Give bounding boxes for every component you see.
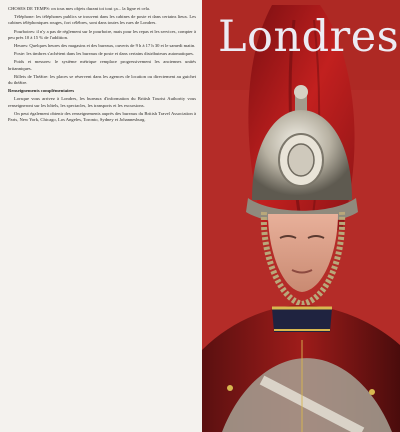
info-paragraph: Poids et mesures: le système métrique remplace progressivement les anciennes unités britanniques. (8, 59, 196, 71)
info-heading: Renseignements complémentaires (8, 88, 75, 94)
cover-photo-panel (202, 0, 400, 432)
info-paragraph: CHOSES DE TEMPS: on tous mes objets durant toi tout ça... la ligne et cela. (8, 6, 151, 11)
info-paragraph: Heures: Quelques heures des magasins et des bureaux, ouverts de 9 h à 17 h 30 et le samedi matin. (14, 43, 196, 49)
info-paragraph: Pourboires: il n'y a pas de règlement sur le pourboire, mais pour les repas et les services, compter à peu près 10 à 15 % de l'addition. (8, 28, 196, 40)
info-paragraph: Poste: les timbres s'achètent dans les bureaux de poste et dans certains distributeurs automatiques. (14, 51, 194, 57)
info-paragraph: Lorsque vous arrivez à Londres, les bureaux d'information du British Tourist Authority vous renseigneront sur les hôtels, les spectacles, les transports et les excursions. (8, 96, 196, 108)
info-paragraph: Billets de Théâtre: les places se réservent dans les agences de location ou directement au guichet du théâtre. (8, 73, 196, 86)
cover-title: Londres (218, 12, 400, 62)
info-paragraph: On peut également obtenir des renseignements auprès des bureaux du British Travel Association à Paris, New York, Chicago, Los Angeles, Toronto, Sydney et Johannesburg. (8, 110, 196, 123)
guardsman-photo (202, 0, 400, 432)
info-paragraph: Téléphone: les téléphones publics se trouvent dans les cabines de poste et dans certains lieux. Les cabines téléphoniques rouges, fort célèbres, sont dans toutes les rues de Londres. (8, 14, 196, 26)
